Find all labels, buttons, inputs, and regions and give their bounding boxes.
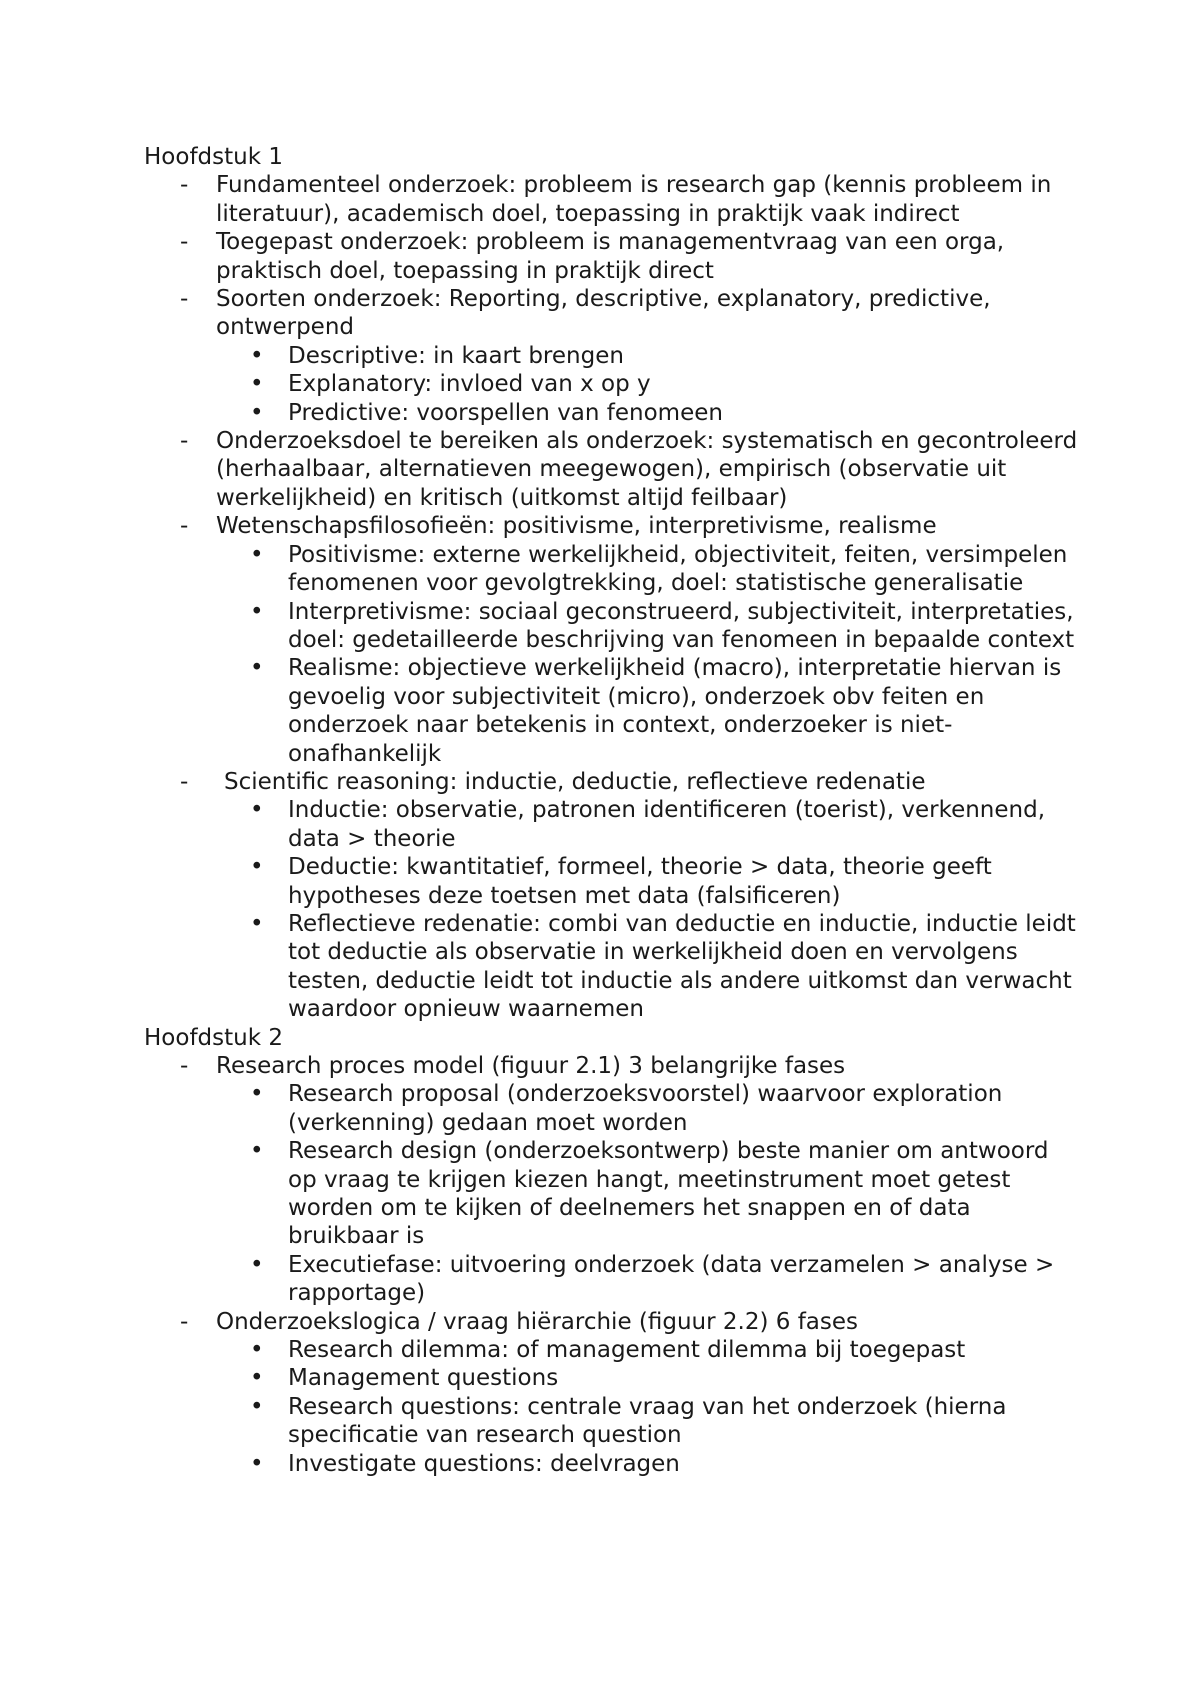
list-item-text: Research proces model (figuur 2.1) 3 belangrijke fases	[216, 1053, 846, 1079]
bullet-item-text: Management questions	[288, 1365, 559, 1392]
bullet-marker: •	[250, 1337, 264, 1364]
section-hoofdstuk-2	[144, 1024, 1084, 1479]
bullet-item-text: Predictive: voorspellen van fenomeen	[288, 399, 723, 426]
bullet-item-text: Positivisme: externe werkelijkheid, objectiviteit, feiten, versimpelen fenomenen voor gevolgtrekking, doel: statistische generalisatie	[288, 541, 1068, 597]
bullet-item	[250, 654, 1084, 768]
bullet-marker: •	[250, 1138, 264, 1165]
dash-marker: -	[180, 1053, 189, 1079]
bullet-item-text: Research questions: centrale vraag van het onderzoek (hierna specificatie van research question	[288, 1393, 1007, 1449]
list-item-text: Fundamenteel onderzoek: probleem is research gap (kennis probleem in literatuur), academisch doel, toepassing in praktijk vaak indirect	[216, 172, 1052, 227]
bullet-item	[250, 399, 1084, 427]
bullet-marker: •	[250, 1450, 264, 1477]
list-item	[180, 427, 1084, 512]
bullet-marker: •	[250, 854, 264, 881]
list-item-text: Toegepast onderzoek: probleem is managementvraag van een orga, praktisch doel, toepassing in praktijk direct	[216, 229, 1005, 284]
list-item	[180, 171, 1084, 228]
bullet-item	[250, 1336, 1084, 1364]
list-item	[180, 768, 1084, 1024]
bullet-list	[216, 342, 1084, 427]
section-hoofdstuk-1	[144, 143, 1084, 1024]
bullet-item	[250, 910, 1084, 1024]
dash-marker: -	[180, 1308, 189, 1335]
list-item	[180, 228, 1084, 285]
bullet-item	[250, 1137, 1084, 1251]
bullet-marker: •	[250, 371, 264, 398]
bullet-marker: •	[250, 598, 264, 625]
bullet-marker: •	[250, 1251, 264, 1278]
bullet-marker: •	[250, 541, 264, 568]
list-item	[180, 285, 1084, 427]
bullet-marker: •	[250, 797, 264, 824]
dash-marker: -	[180, 286, 189, 313]
bullet-marker: •	[250, 910, 264, 937]
bullet-item-text: Research design (onderzoeksontwerp) beste manier om antwoord op vraag te krijgen kiezen hangt, meetinstrument moet getest worden om te kijken of deelnemers het snappen en of data bruikbaar is	[288, 1138, 1049, 1250]
dash-marker: -	[180, 172, 189, 199]
bullet-item-text: Research dilemma: of management dilemma bij toegepast	[288, 1337, 966, 1364]
bullet-item	[250, 1393, 1084, 1450]
bullet-marker: •	[250, 342, 264, 369]
dash-marker: -	[180, 229, 189, 256]
bullet-item	[250, 796, 1084, 853]
bullet-item-text: Inductie: observatie, patronen identificeren (toerist), verkennend, data > theorie	[288, 797, 1046, 852]
section-heading: Hoofdstuk 1	[144, 144, 283, 170]
bullet-item-text: Descriptive: in kaart brengen	[288, 342, 624, 369]
bullet-item-text: Investigate questions: deelvragen	[288, 1450, 680, 1477]
bullet-list	[216, 1336, 1084, 1478]
bullet-marker: •	[250, 655, 264, 682]
bullet-item-text: Reflectieve redenatie: combi van deductie en inductie, inductie leidt tot deductie als observatie in werkelijkheid doen en vervolgens testen, deductie leidt tot inductie als andere uitkomst dan verwacht waardoor opnieuw waarnemen	[288, 910, 1076, 1023]
list-item-text: Wetenschapsfilosofieën: positivisme, interpretivisme, realisme	[216, 513, 937, 540]
bullet-list	[216, 796, 1084, 1023]
list-item-text: Onderzoekslogica / vraag hiërarchie (figuur 2.2) 6 fases	[216, 1308, 859, 1335]
list-item	[180, 1052, 1084, 1308]
bullet-marker: •	[250, 1365, 264, 1392]
bullet-item	[250, 541, 1084, 598]
bullet-item	[250, 853, 1084, 910]
bullet-item	[250, 598, 1084, 655]
bullet-marker: •	[250, 1393, 264, 1420]
bullet-item	[250, 1450, 1084, 1478]
bullet-item-text: Realisme: objectieve werkelijkheid (macro), interpretatie hiervan is gevoelig voor subjectiviteit (micro), onderzoek obv feiten en onderzoek naar betekenis in context, onderzoeker is niet-onafhankelijk	[288, 655, 1062, 767]
bullet-item	[250, 342, 1084, 370]
dash-list	[144, 1052, 1084, 1478]
bullet-item-text: Executiefase: uitvoering onderzoek (data verzamelen > analyse > rapportage)	[288, 1251, 1055, 1307]
list-item-text: Scientific reasoning: inductie, deductie, reflectieve redenatie	[224, 768, 926, 795]
dash-marker: -	[180, 513, 189, 540]
bullet-item	[250, 370, 1084, 398]
bullet-item	[250, 1080, 1084, 1137]
section-heading: Hoofdstuk 2	[144, 1024, 283, 1051]
list-item-text: Onderzoeksdoel te bereiken als onderzoek: systematisch en gecontroleerd (herhaalbaar, alternatieven meegewogen), empirisch (observatie uit werkelijkheid) en kritisch (uitkomst altijd feilbaar)	[216, 428, 1078, 511]
document-page	[144, 143, 1084, 1478]
bullet-item-text: Interpretivisme: sociaal geconstrueerd, subjectiviteit, interpretaties, doel: gedetailleerde beschrijving van fenomeen in bepaalde context	[288, 598, 1075, 653]
dash-marker: -	[180, 428, 189, 455]
bullet-item-text: Explanatory: invloed van x op y	[288, 371, 651, 398]
bullet-list	[216, 541, 1084, 768]
dash-list	[144, 171, 1084, 1023]
list-item-text: Soorten onderzoek: Reporting, descriptive, explanatory, predictive, ontwerpend	[216, 286, 991, 341]
bullet-item	[250, 1364, 1084, 1392]
bullet-marker: •	[250, 1081, 264, 1108]
bullet-list	[216, 1080, 1084, 1307]
bullet-item	[250, 1251, 1084, 1308]
list-item	[180, 512, 1084, 768]
dash-marker: -	[180, 768, 189, 795]
bullet-item-text: Deductie: kwantitatief, formeel, theorie > data, theorie geeft hypotheses deze toetsen met data (falsificeren)	[288, 854, 992, 909]
list-item	[180, 1308, 1084, 1478]
bullet-marker: •	[250, 399, 264, 426]
bullet-item-text: Research proposal (onderzoeksvoorstel) waarvoor exploration (verkenning) gedaan moet worden	[288, 1081, 1003, 1136]
